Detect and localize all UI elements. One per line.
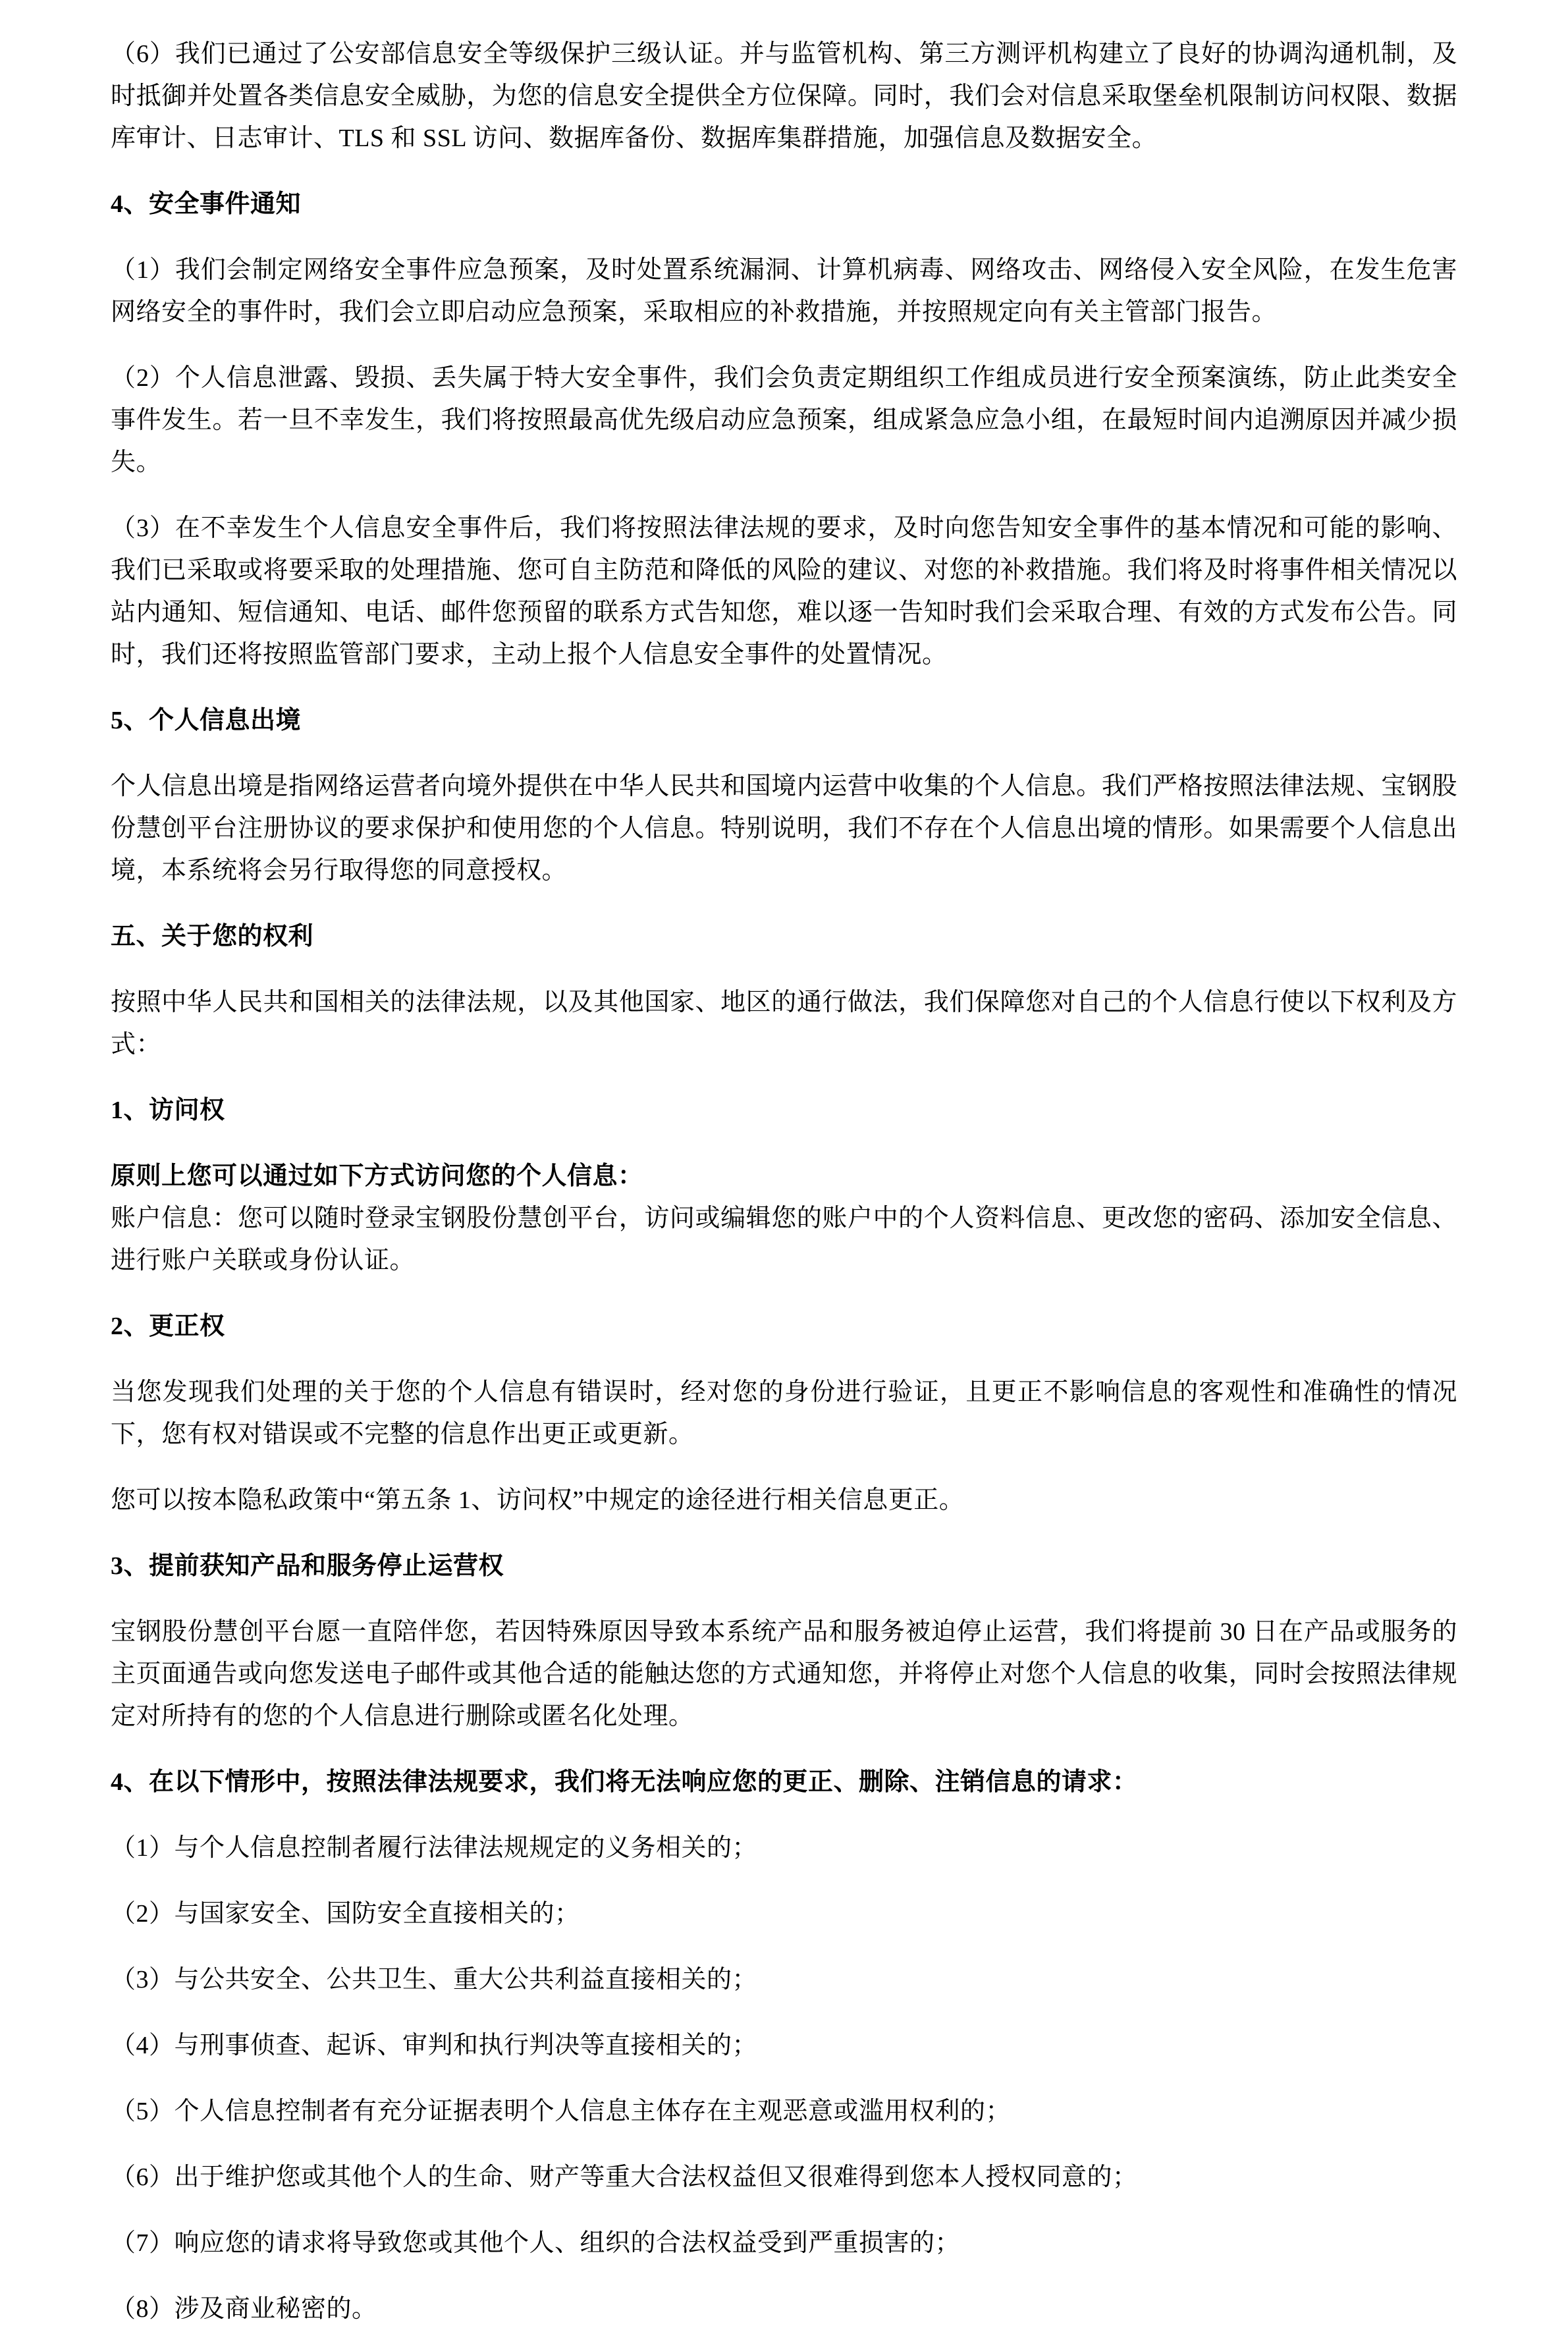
para-rights-intro: 按照中华人民共和国相关的法律法规，以及其他国家、地区的通行做法，我们保障您对自己的个人信息行使以下权利及方式：: [111, 989, 1457, 1058]
para-correction-right: 当您发现我们处理的关于您的个人信息有错误时，经对您的身份进行验证，且更正不影响信息的客观性和准确性的情况下，您有权对错误或不完整的信息作出更正或更新。: [111, 1378, 1457, 1448]
para-advance-notice: 宝钢股份慧创平台愿一直陪伴您，若因特殊原因导致本系统产品和服务被迫停止运营，我们将提前 30 日在产品或服务的主页面通告或向您发送电子邮件或其他合适的能触达您的方式通知您，并将停止对您个人信息的收集，同时会按照法律规定对所持有的您的个人信息进行删除或匿名化处理。: [111, 1618, 1457, 1730]
para-incident-emergency-plan: （1）我们会制定网络安全事件应急预案，及时处置系统漏洞、计算机病毒、网络攻击、网络侵入安全风险，在发生危害网络安全的事件时，我们会立即启动应急预案，采取相应的补救措施，并按照规定向有关主管部门报告。: [111, 256, 1457, 326]
list-item-8: （8）涉及商业秘密的。: [111, 2295, 377, 2323]
privacy-policy-text: [111, 33, 1457, 2330]
para-security-certification: （6）我们已通过了公安部信息安全等级保护三级认证。并与监管机构、第三方测评机构建立了良好的协调沟通机制，及时抵御并处置各类信息安全威胁，为您的信息安全提供全方位保障。同时，我们会对信息采取堡垒机限制访问权限、数据库审计、日志审计、TLS 和 SSL 访问、数据库备份、数据库集群措施，加强信息及数据安全。: [111, 40, 1457, 152]
list-item-7: （7）响应您的请求将导致您或其他个人、组织的合法权益受到严重损害的；: [111, 2229, 961, 2257]
heading-advance-notice-right: 3、提前获知产品和服务停止运营权: [111, 1552, 504, 1580]
para-incident-notification: （3）在不幸发生个人信息安全事件后，我们将按照法律法规的要求，及时向您告知安全事件的基本情况和可能的影响、我们已采取或将要采取的处理措施、您可自主防范和降低的风险的建议、对您的补救措施。我们将及时将事件相关情况以站内通知、短信通知、电话、邮件您预留的联系方式告知您，难以逐一告知时我们会采取合理、有效的方式发布公告。同时，我们还将按照监管部门要求，主动上报个人信息安全事件的处置情况。: [111, 514, 1457, 668]
para-correction-path: 您可以按本隐私政策中“第五条 1、访问权”中规定的途径进行相关信息更正。: [111, 1486, 965, 1514]
list-item-1: （1）与个人信息控制者履行法律法规规定的义务相关的；: [111, 1834, 758, 1862]
para-incident-drill: （2）个人信息泄露、毁损、丢失属于特大安全事件，我们会负责定期组织工作组成员进行安全预案演练，防止此类安全事件发生。若一旦不幸发生，我们将按照最高优先级启动应急预案，组成紧急应急小组，在最短时间内追溯原因并减少损失。: [111, 364, 1457, 476]
heading-security-incident-notice: 4、安全事件通知: [111, 190, 302, 218]
para-access-right-lead: 原则上您可以通过如下方式访问您的个人信息：: [111, 1162, 643, 1190]
list-item-2: （2）与国家安全、国防安全直接相关的；: [111, 1900, 580, 1928]
heading-cross-border-info: 5、个人信息出境: [111, 707, 302, 734]
heading-access-right: 1、访问权: [111, 1097, 225, 1124]
para-cross-border-info: 个人信息出境是指网络运营者向境外提供在中华人民共和国境内运营中收集的个人信息。我们严格按照法律法规、宝钢股份慧创平台注册协议的要求保护和使用您的个人信息。特别说明，我们不存在个人信息出境的情形。如果需要个人信息出境，本系统将会另行取得您的同意授权。: [111, 772, 1457, 884]
para-access-right-body: 账户信息：您可以随时登录宝钢股份慧创平台，访问或编辑您的账户中的个人资料信息、更改您的密码、添加安全信息、进行账户关联或身份认证。: [111, 1205, 1457, 1274]
list-item-4: （4）与刑事侦查、起诉、审判和执行判决等直接相关的；: [111, 2032, 758, 2059]
heading-correction-right: 2、更正权: [111, 1313, 225, 1340]
heading-unable-to-respond: 4、在以下情形中，按照法律法规要求，我们将无法响应您的更正、删除、注销信息的请求：: [111, 1768, 1138, 1796]
list-item-5: （5）个人信息控制者有充分证据表明个人信息主体存在主观恶意或滥用权利的；: [111, 2098, 1012, 2125]
heading-your-rights: 五、关于您的权利: [111, 923, 314, 950]
list-item-3: （3）与公共安全、公共卫生、重大公共利益直接相关的；: [111, 1966, 758, 1993]
para-access-right: [111, 1155, 1457, 1282]
list-item-6: （6）出于维护您或其他个人的生命、财产等重大合法权益但又很难得到您本人授权同意的；: [111, 2163, 1138, 2191]
